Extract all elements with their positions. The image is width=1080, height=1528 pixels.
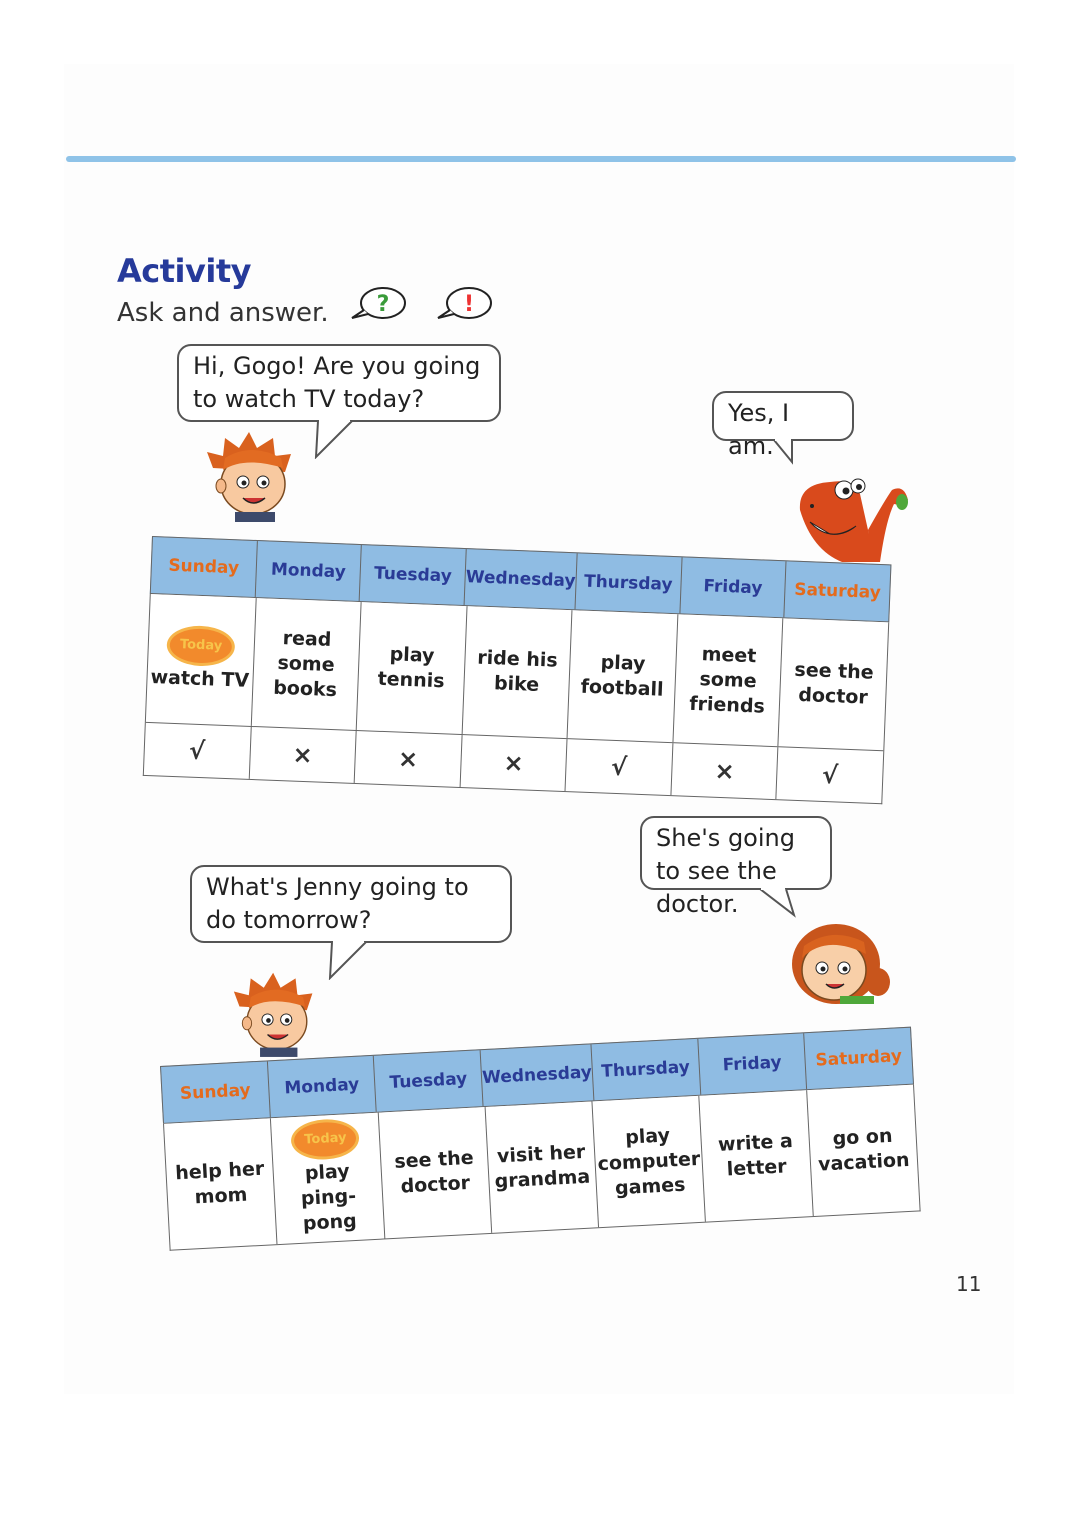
activity-cell: [357, 602, 467, 734]
dinosaur-gogo-character: [790, 470, 912, 562]
activity-text: see the doctor: [393, 1146, 475, 1198]
day-friday: Friday: [698, 1033, 807, 1095]
day-wednesday: Wednesday: [465, 549, 578, 609]
activity-cell: [593, 1096, 707, 1227]
answer-2-text: She's going to see the doctor.: [656, 824, 795, 918]
activity-text: ride his bike: [476, 646, 559, 696]
activity-text: visit her grandma: [494, 1140, 591, 1193]
cross-mark: ×: [249, 727, 356, 783]
speech-bubble-question-2: [190, 865, 512, 943]
answer-1-text: Yes, I am.: [728, 399, 790, 460]
activity-text: play computer games: [597, 1123, 701, 1199]
activity-body: [143, 594, 889, 804]
bubble-tail: [312, 419, 362, 459]
question-1-text: Hi, Gogo! Are you going to watch TV today?: [193, 352, 481, 413]
activity-cell: [485, 1101, 599, 1232]
activity-cell: [700, 1090, 814, 1221]
page-number: 11: [956, 1272, 982, 1296]
bubble-tail: [756, 887, 798, 919]
activity-cell: [251, 598, 361, 730]
activity-text: help her mom: [174, 1157, 265, 1209]
day-tuesday: Tuesday: [360, 545, 467, 605]
activity-text: see the doctor: [794, 658, 875, 709]
day-sunday: Sunday: [151, 537, 258, 597]
activity-text: play ping-pong: [300, 1159, 358, 1235]
activity-cell: [568, 610, 678, 742]
day-friday: Friday: [680, 557, 787, 617]
activity-cell: [673, 614, 783, 746]
activity-cell: [146, 594, 256, 726]
speech-bubble-question-1: [177, 344, 501, 422]
schedule-table-1: [143, 536, 892, 804]
activity-text: play football: [580, 651, 664, 701]
activity-cell: [807, 1085, 920, 1216]
check-mark: √: [566, 739, 673, 795]
activity-text: meet some friends: [688, 642, 766, 718]
day-monday: Monday: [255, 541, 362, 601]
speech-bubble-answer-1: [712, 391, 854, 460]
activity-text: watch TV: [150, 665, 250, 692]
activity-text: play tennis: [377, 643, 445, 693]
svg-text:!: !: [463, 292, 475, 317]
day-saturday: Saturday: [793, 579, 882, 604]
bubble-tail: [770, 438, 800, 466]
activity-cell: [779, 618, 888, 750]
boy-gogo-character: [205, 428, 297, 522]
girl-jenny-character: [786, 918, 892, 1004]
activity-cell: [378, 1107, 492, 1238]
cross-mark: ×: [460, 735, 567, 791]
speech-bubble-answer-2: [640, 816, 832, 918]
day-monday: Monday: [268, 1056, 377, 1118]
activity-cell: [462, 606, 572, 738]
day-tuesday: Tuesday: [374, 1050, 483, 1112]
boy-character: [232, 968, 318, 1058]
check-mark: √: [144, 723, 251, 779]
today-badge: Today: [169, 627, 232, 663]
svg-text:?: ?: [376, 292, 390, 317]
day-thursday: Thursday: [591, 1039, 700, 1101]
activity-text: write a letter: [717, 1130, 794, 1181]
top-rule: [66, 156, 1016, 162]
cross-mark: ×: [355, 731, 462, 787]
activity-cell: [164, 1118, 278, 1249]
schedule-table-2: [160, 1027, 921, 1251]
activity-text: read some books: [272, 626, 338, 701]
check-mark: √: [821, 760, 839, 790]
question-bubble-icon: [350, 284, 408, 322]
activity-text: go on vacation: [817, 1124, 911, 1176]
bubble-tail: [326, 940, 376, 980]
today-badge: Today: [294, 1120, 358, 1157]
exclamation-bubble-icon: [436, 284, 494, 322]
cross-mark: ×: [671, 743, 778, 799]
day-sunday: Sunday: [161, 1061, 270, 1123]
day-thursday: Thursday: [575, 553, 682, 613]
question-2-text: What's Jenny going to do tomorrow?: [206, 873, 469, 934]
day-wednesday: Wednesday: [481, 1044, 595, 1106]
day-saturday: Saturday: [814, 1046, 903, 1071]
instruction-text: Ask and answer.: [117, 298, 329, 328]
activity-cell: [271, 1113, 385, 1244]
activity-heading: Activity: [117, 252, 251, 290]
